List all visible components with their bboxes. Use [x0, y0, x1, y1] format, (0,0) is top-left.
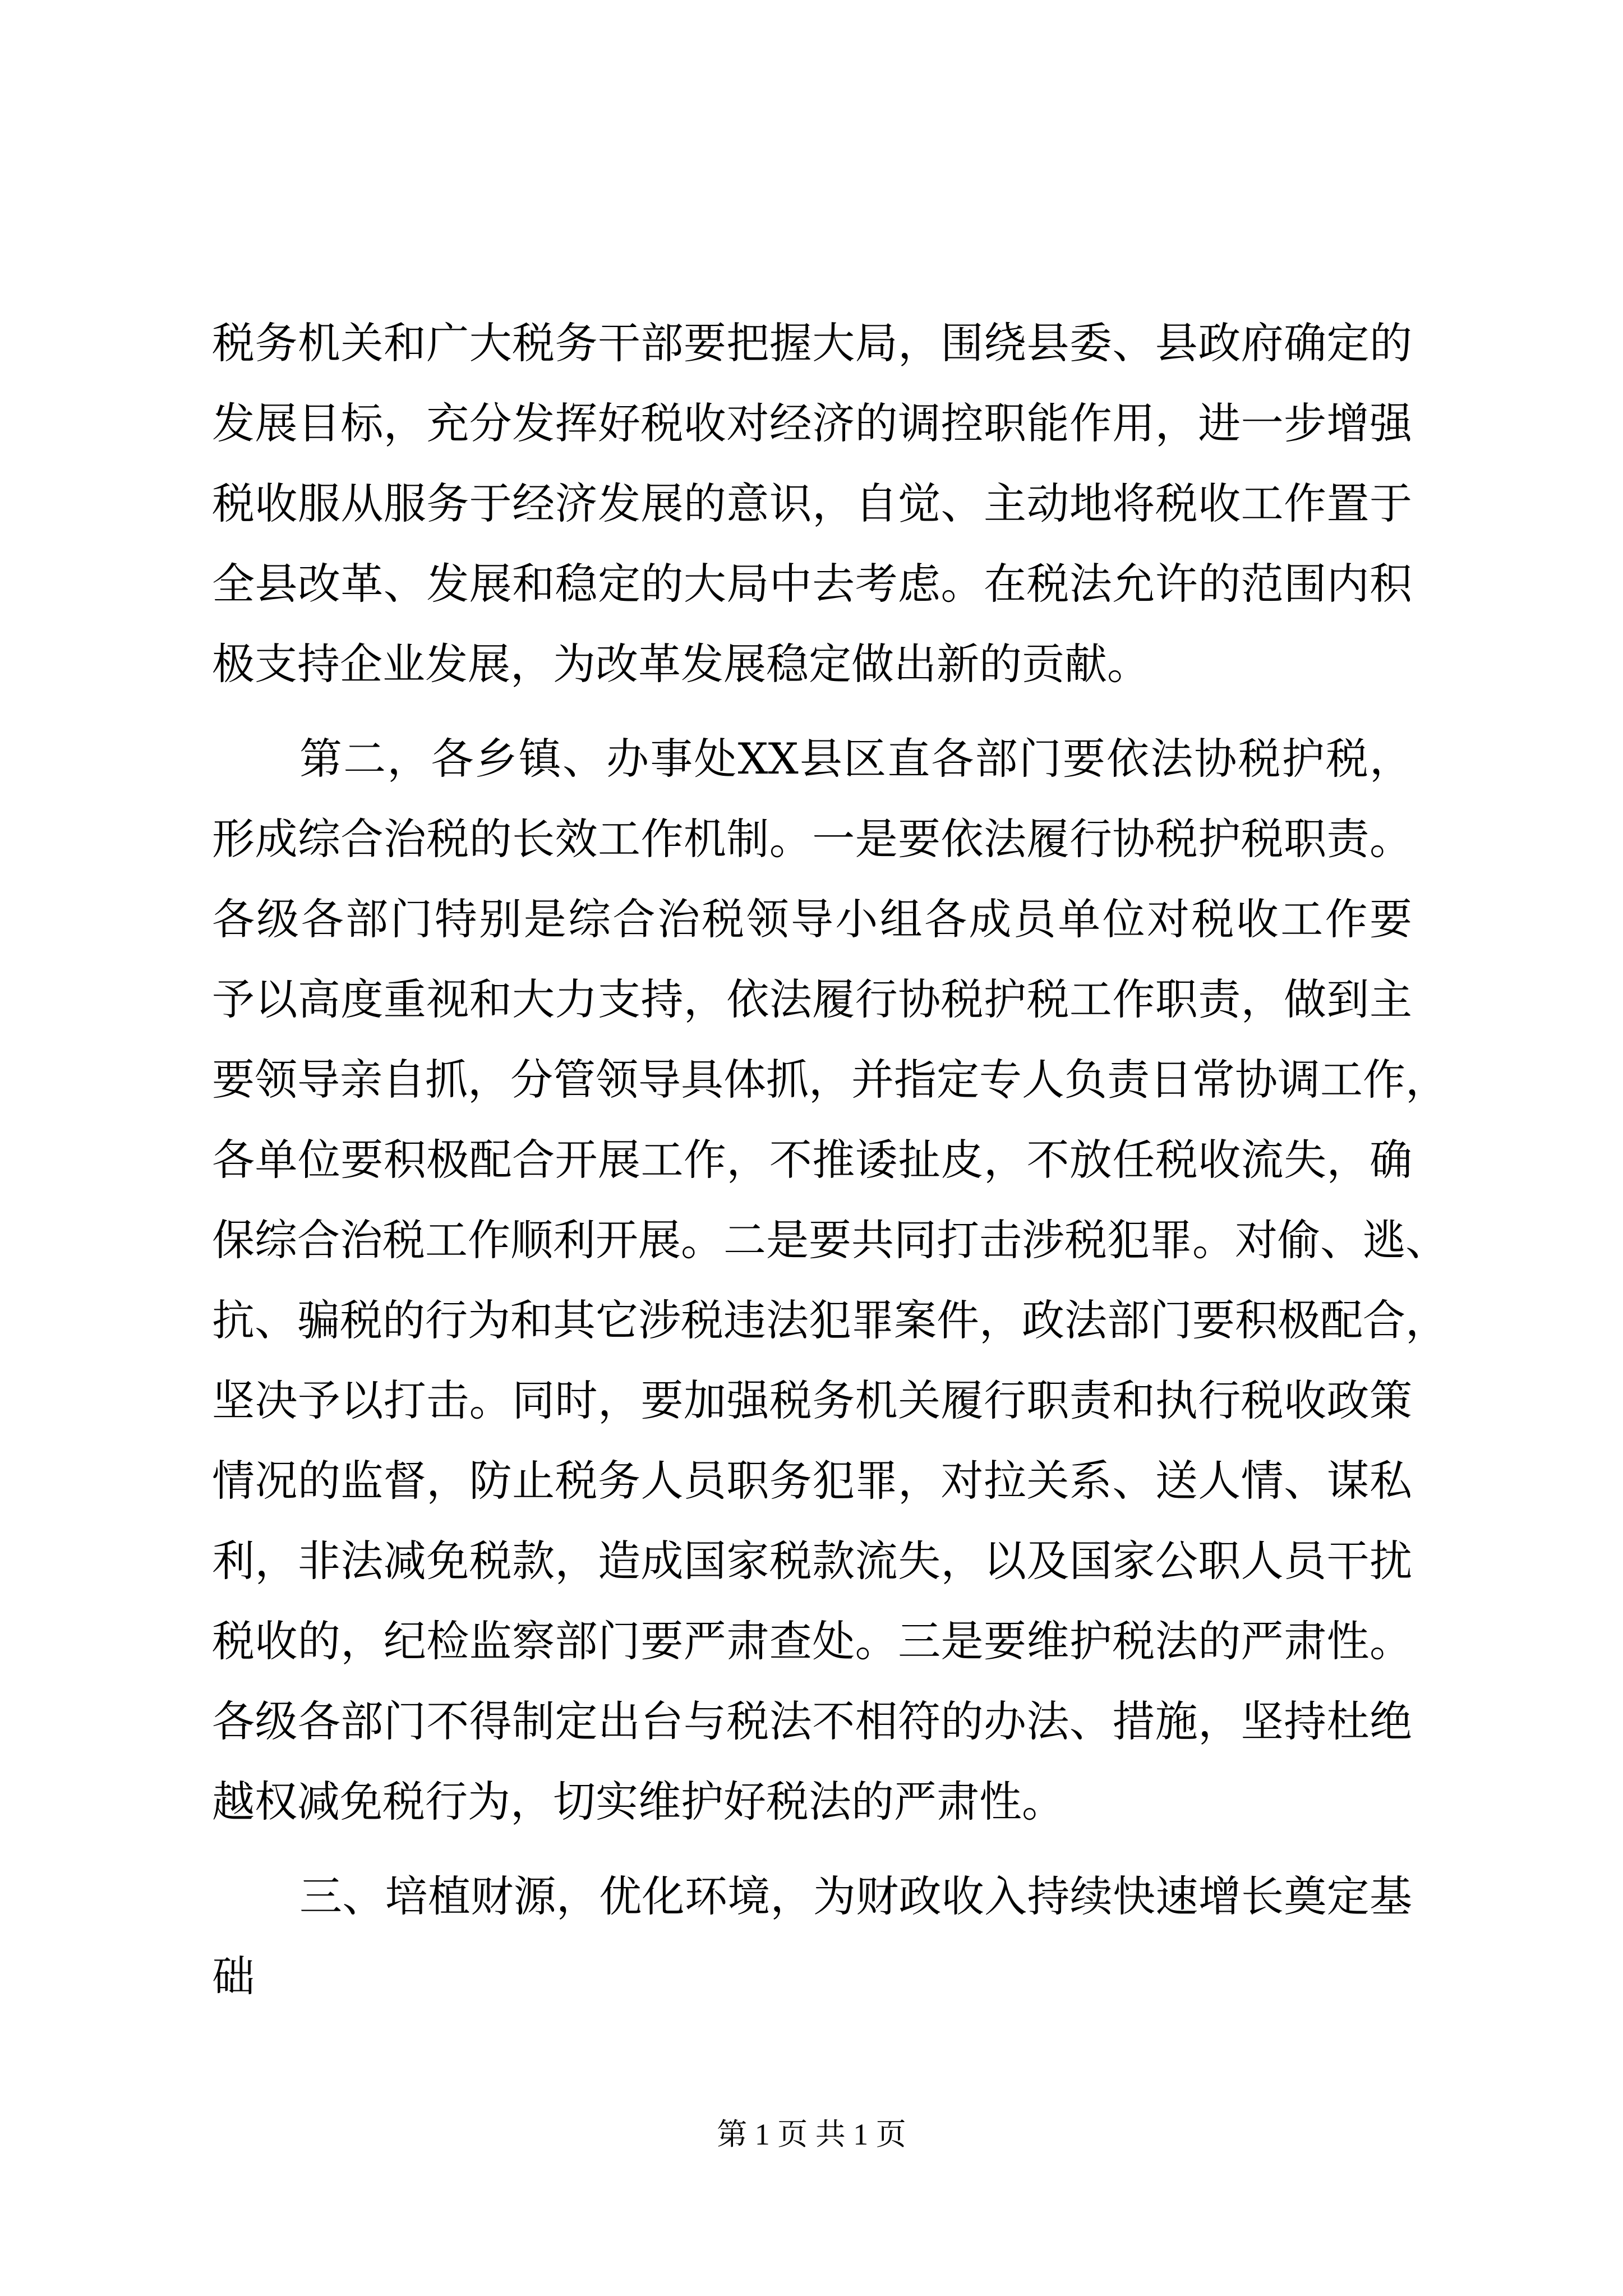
paragraph-2-line-3: 各级各部门特别是综合治税领导小组各成员单位对税收工作要: [212, 894, 1412, 944]
paragraph-2-line-8: 抗、骗税的行为和其它涉税违法犯罪案件，政法部门要积极配合，: [212, 1295, 1448, 1345]
paragraph-2-line-7: 保综合治税工作顺利开展。二是要共同打击涉税犯罪。对偷、逃、: [212, 1215, 1448, 1265]
paragraph-1-line-2: 发展目标，充分发挥好税收对经济的调控职能作用，进一步增强: [212, 398, 1412, 448]
paragraph-2-line-6: 各单位要积极配合开展工作，不推诿扯皮，不放任税收流失，确: [212, 1135, 1412, 1185]
document-body: [212, 303, 1448, 2017]
paragraph-2-line-13: 各级各部门不得制定出台与税法不相符的办法、措施，坚持杜绝: [212, 1696, 1412, 1746]
paragraph-2-line-11: 利，非法减免税款，造成国家税款流失，以及国家公职人员干扰: [212, 1536, 1412, 1586]
paragraph-1-line-1: 税务机关和广大税务干部要把握大局，围绕县委、县政府确定的: [212, 318, 1412, 368]
paragraph-2-line-4: 予以高度重视和大力支持，依法履行协税护税工作职责，做到主: [212, 974, 1412, 1024]
paragraph-2-line-9: 坚决予以打击。同时，要加强税务机关履行职责和执行税收政策: [212, 1375, 1412, 1425]
paragraph-2-line-1: 第二，各乡镇、办事处XX县区直各部门要依法协税护税，: [299, 734, 1412, 784]
paragraph-1-line-3: 税收服从服务于经济发展的意识，自觉、主动地将税收工作置于: [212, 478, 1412, 528]
section-heading-line-1: 三、培植财源，优化环境，为财政收入持续快速增长奠定基: [299, 1871, 1412, 1921]
page-footer: [0, 2115, 1623, 2154]
page-number-label: 第 1 页 共 1 页: [717, 2118, 906, 2151]
paragraph-1-line-5: 极支持企业发展，为改革发展稳定做出新的贡献。: [212, 639, 1150, 689]
paragraph-2-line-2: 形成综合治税的长效工作机制。一是要依法履行协税护税职责。: [212, 814, 1412, 864]
paragraph-2-line-14: 越权减免税行为，切实维护好税法的严肃性。: [212, 1777, 1064, 1826]
paragraph-2-line-5: 要领导亲自抓，分管领导具体抓，并指定专人负责日常协调工作，: [212, 1055, 1448, 1105]
section-heading-line-2: 础: [212, 1952, 255, 2001]
paragraph-1-line-4: 全县改革、发展和稳定的大局中去考虑。在税法允许的范围内积: [212, 559, 1412, 609]
paragraph-2-line-12: 税收的，纪检监察部门要严肃查处。三是要维护税法的严肃性。: [212, 1616, 1412, 1666]
paragraph-2-line-10: 情况的监督，防止税务人员职务犯罪，对拉关系、送人情、谋私: [212, 1456, 1412, 1506]
